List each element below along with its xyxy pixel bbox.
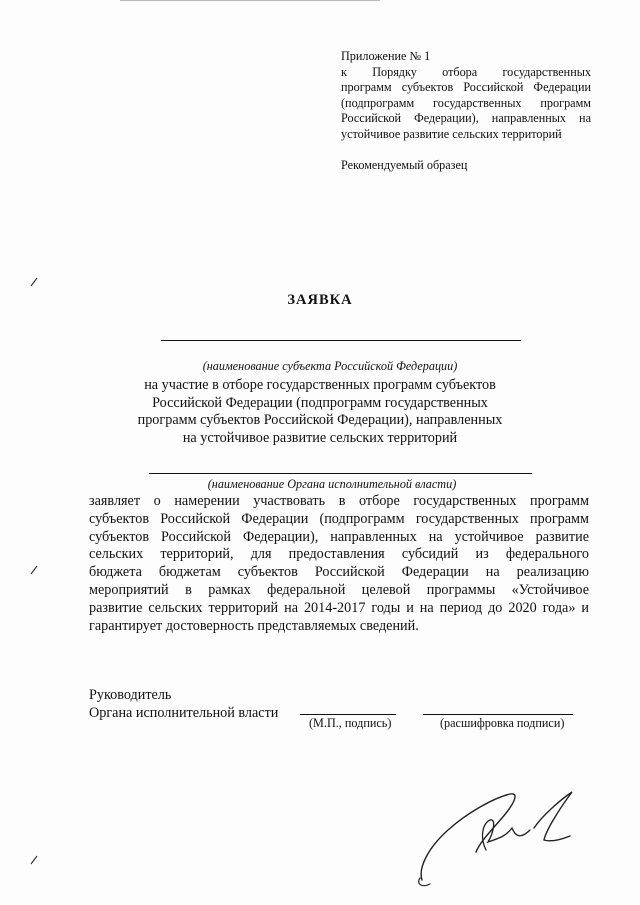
purpose-line: на участие в отборе государственных программ субъектов [144, 377, 496, 393]
application-body [89, 493, 589, 635]
subject-name-caption: (наименование субъекта Российской Федерации) [202, 359, 458, 373]
body-line: субъектов Российской Федерации), направленных на устойчивое развитие [89, 528, 589, 545]
document-title: ЗАЯВКА [287, 292, 353, 308]
signature-line [300, 714, 396, 715]
body-line: бюджета бюджетам субъектов Российской Федерации на реализацию [89, 564, 589, 581]
appendix-text-line: Российской Федерации), направленных на [341, 111, 591, 126]
scan-edge-line [120, 0, 380, 1]
name-decoding-caption: (расшифровка подписи) [440, 716, 565, 730]
body-line: развитие сельских территорий на 2014-2017 годы и на период до 2020 года» и [89, 599, 589, 616]
purpose-line: Российской Федерации (подпрограмм государственных [152, 394, 488, 411]
recommended-sample-note: Рекомендуемый образец [341, 157, 468, 172]
body-line: субъектов Российской Федерации (подпрограмм государственных программ [89, 510, 589, 527]
appendix-text-line: программ субъектов Российской Федерации [341, 80, 591, 95]
body-line: мероприятий в рамках федеральной целевой программы «Устойчивое [89, 581, 589, 598]
handwritten-signature [410, 780, 600, 890]
margin-tick-mark [28, 275, 40, 289]
appendix-text-line: к Порядку отбора государственных [341, 64, 591, 79]
signatory-title: Руководитель [89, 687, 172, 703]
margin-tick-mark [28, 563, 40, 577]
appendix-number: Приложение № 1 [341, 49, 431, 63]
signatory-organ: Органа исполнительной власти [89, 704, 279, 721]
stamp-signature-caption: (М.П., подпись) [309, 716, 392, 730]
margin-tick-mark [28, 853, 40, 867]
authority-name-caption: (наименование Органа исполнительной власти) [207, 477, 457, 491]
purpose-line: программ субъектов Российской Федерации), направленных [137, 412, 503, 428]
body-line: гарантирует достоверность представляемых сведений. [89, 617, 419, 634]
authority-name-line [149, 473, 532, 474]
body-line: заявляет о намерении участвовать в отборе государственных программ [89, 493, 589, 509]
purpose-line: на устойчивое развитие сельских территорий [182, 429, 458, 446]
appendix-block [341, 49, 591, 173]
body-line: сельских территорий, для предоставления субсидий из федерального [89, 546, 589, 563]
appendix-text-line: (подпрограмм государственных программ [341, 95, 591, 110]
application-purpose [0, 377, 640, 447]
name-decoding-line [423, 714, 573, 715]
subject-name-line [161, 340, 521, 341]
signatory-block [89, 687, 278, 722]
appendix-text-line: устойчивое развитие сельских территорий [341, 126, 562, 141]
